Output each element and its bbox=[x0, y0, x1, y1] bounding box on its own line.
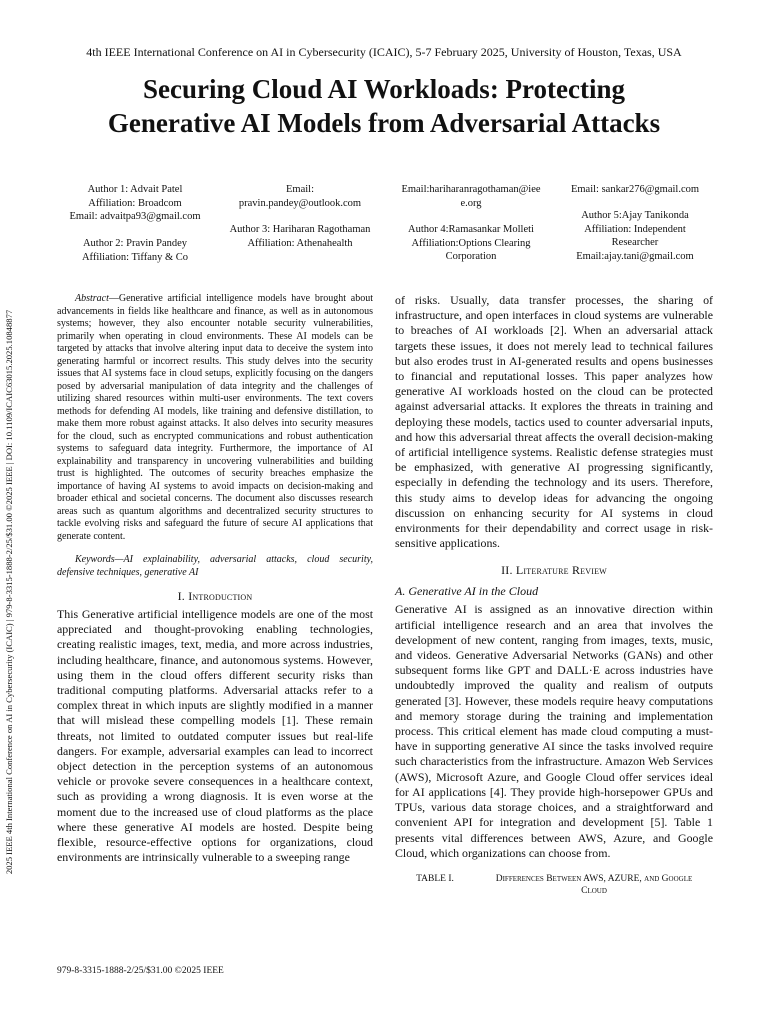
author-3-affiliation: Affiliation: Athenahealth bbox=[247, 237, 353, 249]
author-1-affiliation: Affiliation: Broadcom bbox=[88, 197, 182, 209]
author-3-name: Author 3: Hariharan Ragothaman bbox=[229, 224, 371, 235]
left-column bbox=[57, 293, 373, 865]
table-caption-line-1: Differences Between AWS, AZURE, and Google bbox=[495, 873, 693, 884]
title-line-2: Generative AI Models from Adversarial Attacks bbox=[107, 108, 661, 138]
side-doi-text: 2025 IEEE 4th International Conference on AI in Cybersecurity (ICAIC) | 979-8-3315-1888-2/25/$31.00 ©2025 IEEE | DOI: 10.1109/ICAIC63015.2025.10848877 bbox=[4, 309, 14, 875]
author-4-email-address: Email: sankar276@gmail.com bbox=[570, 184, 700, 195]
author-1-email: Email: advaitpa93@gmail.com bbox=[69, 211, 201, 222]
abstract bbox=[57, 293, 373, 543]
abstract-text: —Generative artificial intelligence models have brought about advancements in fields like healthcare and finance, as well as in autonomous systems; however, they also encounter notable security vulnerabilities, primarily when operating in cloud environments. These AI models can be targeted by attacks that involve altering input data to deceive the system into generating harmful or incorrect results. This study delves into the security issues that AI systems face in cloud setups, explicitly focusing on the dangers posed by adversarial manipulation of data integrity and the challenges of utilizing shared resources within multi-user environments. The text covers methods for defending AI models, like training and defensive distillation, to make them more robust against attacks. It also delves into security measures for the cloud, such as encrypted communications and robust authentication systems to safeguard data integrity. Furthermore, the importance of AI explainability and transparency in uncovering vulnerabilities and building trust is highlighted. The outcomes of security breaches emphasize the importance of having AI systems to avoid impacts on decision-making and broader ethical and societal concerns. The document also discusses research areas such as quantum algorithms and decentralized security structures to tackle evolving risks and safeguard the future of secure AI applications that generate content. bbox=[57, 293, 373, 542]
author-5-affiliation: Affiliation: Independent bbox=[584, 223, 686, 235]
table-caption bbox=[395, 873, 713, 897]
section-heading-introduction: I. Introduction bbox=[177, 589, 253, 603]
abstract-label: Abstract bbox=[75, 293, 109, 304]
author-4-email bbox=[555, 183, 715, 197]
author-5-name: Author 5:Ajay Tanikonda bbox=[581, 210, 689, 221]
introduction-paragraph: This Generative artificial intelligence models are one of the most appreciated and thought-provoking enabling technologies, creating realistic images, text, media, and more across industries, including healthcare, finance, and autonomous systems. However, using them in the cloud offers different security risks than traditional computing platforms. Adversarial attacks refer to a complex threat in which inputs are slightly modified in a manner that will mislead these compelling models [1]. These remain threats, not limited to outdated computer issues but real-life dangers. For example, adversarial examples can lead to incorrect object detection in the perception systems of an autonomous vehicle or provoke severe consequences in a healthcare context, such as providing a wrong diagnosis. It is even worse at the moment due to the increased use of cloud platforms as the place where these generative AI models are hosted. Despite being flexible, resource-effective options for organizations, cloud environments are intrinsically vulnerable to a sweeping range bbox=[57, 607, 373, 865]
author-4-affiliation: Affiliation:Options Clearing bbox=[411, 237, 531, 249]
author-4-affiliation-cont: Corporation bbox=[445, 251, 497, 262]
author-2 bbox=[50, 237, 220, 264]
author-1-name: Author 1: Advait Patel bbox=[87, 184, 183, 195]
introduction-continued-paragraph: of risks. Usually, data transfer processes, the sharing of infrastructure, and open interfaces in cloud systems are vulnerable to breaches of AI workloads [2]. When an adversarial attack targets these issues, it does not merely lead to technical failures but also erodes trust in AI-generated results and opens businesses to financial and reputational losses. This paper analyzes how generative AI workloads hosted on the cloud can be protected against adversarial attacks. It explores the threats in training and deploying these models, tactics used to counter adversarial inputs, and how this adversarial threat affects the overall decision-making of artificial intelligence systems. Realistic defense strategies must be emphasized, with generative AI progressing significantly, especially in defending the technology and its users. Therefore, this study aims to develop ideas for advancing the ongoing discussion on enhancing security for AI systems in cloud environments for their dependability and correct usage in risk-sensitive applications. bbox=[395, 293, 713, 551]
table-caption-line-2: Cloud bbox=[581, 885, 607, 896]
right-column bbox=[395, 293, 713, 897]
literature-review-paragraph: Generative AI is assigned as an innovative direction within artificial intelligence research and an area that involves the development of new content, ranging from images, texts, music, and videos. Generative Adversarial Networks (GANs) and other subsequent forms like GPT and DALL·E across industries have undoubtedly improved the quality and realism of outputs generated [3]. However, these models require heavy computations and memory storage during the training and implementation process. This critical element has made cloud computing a must-have in supporting generative AI since the tasks involved require such characteristics from the infrastructure. Amazon Web Services (AWS), Microsoft Azure, and Google Cloud offer services ideal for AI applications [4]. They provide high-horsepower GPUs and TPUs, various data storage choices, and a straightforward and convenient API for integration and development [5]. Table 1 presents vital differences between AWS, Azure, and Google Cloud, which organizations can choose from. bbox=[395, 602, 713, 860]
page-footer: 979-8-3315-1888-2/25/$31.00 ©2025 IEEE bbox=[57, 966, 224, 976]
table-caption-title bbox=[475, 873, 713, 897]
author-4 bbox=[388, 223, 554, 264]
author-5-email: Email:ajay.tani@gmail.com bbox=[576, 250, 694, 262]
author-3-email-line-1: Email:hariharanragothaman@iee bbox=[401, 184, 541, 195]
introduction-text bbox=[57, 607, 373, 865]
author-3-email bbox=[388, 183, 554, 210]
author-2-email-label: Email: bbox=[286, 184, 314, 195]
keywords-label: Keywords— bbox=[75, 554, 124, 565]
author-2-name: Author 2: Pravin Pandey bbox=[82, 238, 188, 249]
conference-header: 4th IEEE International Conference on AI in Cybersecurity (ICAIC), 5-7 February 2025, University of Houston, Texas, USA bbox=[86, 45, 682, 59]
author-3 bbox=[215, 223, 385, 250]
section-heading-literature-review: II. Literature Review bbox=[501, 563, 607, 578]
paper-title bbox=[30, 72, 738, 140]
keywords bbox=[57, 554, 373, 579]
keywords-text: AI explainability, adversarial attacks, cloud security, defensive techniques, generative AI bbox=[57, 554, 373, 578]
author-2-affiliation: Affiliation: Tiffany & Co bbox=[81, 251, 189, 263]
subsection-heading-generative-ai: A. Generative AI in the Cloud bbox=[395, 584, 539, 599]
title-line-1: Securing Cloud AI Workloads: Protecting bbox=[142, 74, 626, 104]
author-2-email bbox=[215, 183, 385, 210]
table-caption-label: TABLE I. bbox=[416, 873, 454, 884]
author-1 bbox=[50, 183, 220, 224]
author-3-email-line-2: e.org bbox=[460, 197, 482, 209]
author-2-email-address: pravin.pandey@outlook.com bbox=[238, 197, 362, 209]
introduction-continued bbox=[395, 293, 713, 551]
author-4-name: Author 4:Ramasankar Molleti bbox=[408, 224, 534, 235]
literature-review-text bbox=[395, 602, 713, 860]
author-5 bbox=[555, 209, 715, 263]
author-5-affiliation-cont: Researcher bbox=[611, 237, 659, 248]
